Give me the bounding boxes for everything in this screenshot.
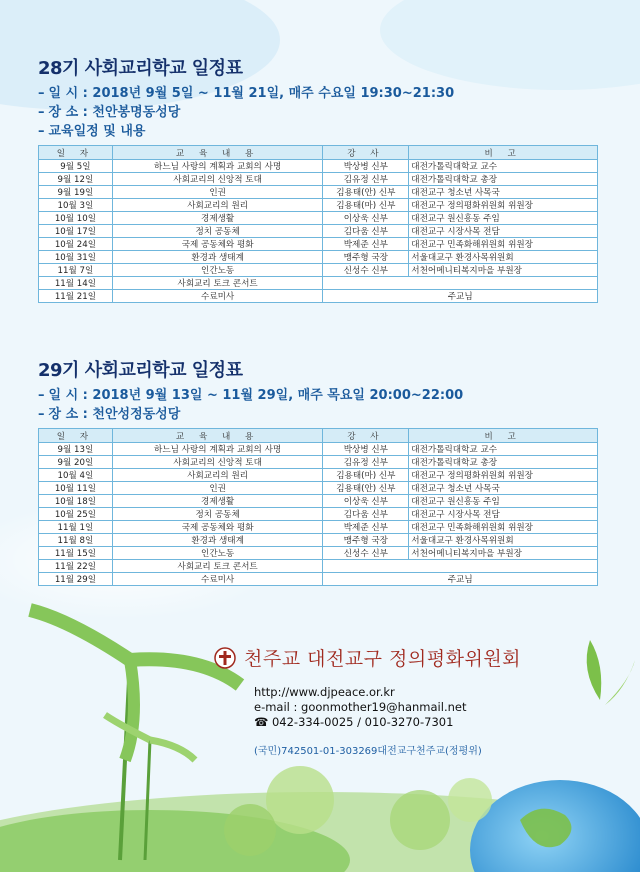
row-note <box>323 560 598 573</box>
table-row <box>39 534 598 547</box>
row-content: 국제 공동체와 평화 <box>112 238 323 251</box>
row-note: 대전교구 청소년 사목국 <box>409 482 598 495</box>
row-note: 서천어메니티복지마을 부원장 <box>409 547 598 560</box>
row-note: 대전교구 시장사목 전담 <box>409 225 598 238</box>
row-lecturer: 김용태(안) 신부 <box>323 186 409 199</box>
row-lecturer: 김용태(마) 신부 <box>323 469 409 482</box>
row-lecturer: 박제준 신부 <box>323 521 409 534</box>
row-lecturer: 박상병 신부 <box>323 160 409 173</box>
row-date: 11월 22일 <box>39 560 113 573</box>
row-date: 11월 14일 <box>39 277 113 290</box>
row-content: 환경과 생태계 <box>112 534 323 547</box>
row-note: 서울대교구 환경사목위원회 <box>409 534 598 547</box>
row-note: 대전교구 원신흥동 주임 <box>409 495 598 508</box>
row-date: 9월 12일 <box>39 173 113 186</box>
row-note: 대전가톨릭대학교 교수 <box>409 443 598 456</box>
course-28-content-line: – 교육일정 및 내용 <box>38 124 146 139</box>
row-content: 하느님 사랑의 계획과 교회의 사명 <box>112 160 323 173</box>
course-28-date-line: – 일 시 : 2018년 9월 5일 ~ 11월 21일, 매주 수요일 19:30~21:30 <box>38 86 455 101</box>
row-lecturer: 김유정 신부 <box>323 173 409 186</box>
row-content: 인간노동 <box>112 547 323 560</box>
row-date: 9월 19일 <box>39 186 113 199</box>
row-note: 대전교구 민족화해위원회 위원장 <box>409 521 598 534</box>
table-row <box>39 160 598 173</box>
table-row <box>39 264 598 277</box>
row-note: 대전교구 청소년 사목국 <box>409 186 598 199</box>
row-date: 10월 25일 <box>39 508 113 521</box>
row-note: 대전교구 민족화해위원회 위원장 <box>409 238 598 251</box>
row-note: 대전가톨릭대학교 총장 <box>409 173 598 186</box>
contact-block <box>254 685 521 730</box>
row-note: 주교님 <box>323 573 598 586</box>
organization-name: 천주교 대전교구 정의평화위원회 <box>244 648 522 670</box>
row-date: 11월 21일 <box>39 290 113 303</box>
row-note: 대전가톨릭대학교 교수 <box>409 160 598 173</box>
row-note: 서천어메니티복지마을 부원장 <box>409 264 598 277</box>
row-content: 하느님 사랑의 계획과 교회의 사명 <box>112 443 323 456</box>
row-content: 국제 공동체와 평화 <box>112 521 323 534</box>
row-note: 서울대교구 환경사목위원회 <box>409 251 598 264</box>
header-lecturer: 강 사 <box>323 429 409 443</box>
row-content: 수료미사 <box>112 573 323 586</box>
row-date: 10월 31일 <box>39 251 113 264</box>
row-content: 수료미사 <box>112 290 323 303</box>
row-content: 경제생활 <box>112 212 323 225</box>
row-lecturer: 김다움 신부 <box>323 508 409 521</box>
table-row <box>39 469 598 482</box>
phone-line <box>254 715 521 730</box>
row-lecturer: 신성수 신부 <box>323 547 409 560</box>
table-row <box>39 238 598 251</box>
header-content: 교 육 내 용 <box>112 429 323 443</box>
table-row <box>39 290 598 303</box>
header-note: 비 고 <box>409 429 598 443</box>
course-28-section <box>38 54 598 303</box>
header-note: 비 고 <box>409 146 598 160</box>
row-lecturer: 박상병 신부 <box>323 443 409 456</box>
row-lecturer: 이상욱 신부 <box>323 212 409 225</box>
table-row <box>39 443 598 456</box>
header-date: 일 자 <box>39 429 113 443</box>
course-29-schedule-table <box>38 428 598 586</box>
row-content: 사회교리 토크 콘서트 <box>112 277 323 290</box>
row-note: 대전가톨릭대학교 총장 <box>409 456 598 469</box>
row-date: 11월 8일 <box>39 534 113 547</box>
row-date: 10월 24일 <box>39 238 113 251</box>
table-row <box>39 560 598 573</box>
table-row <box>39 277 598 290</box>
row-content: 인간노동 <box>112 264 323 277</box>
row-date: 9월 5일 <box>39 160 113 173</box>
table-row <box>39 547 598 560</box>
row-content: 사회교리 토크 콘서트 <box>112 560 323 573</box>
course-28-title: 28기 사회교리학교 일정표 <box>38 58 243 79</box>
row-content: 정치 공동체 <box>112 508 323 521</box>
row-note <box>323 277 598 290</box>
phone-text: 042-334-0025 / 010-3270-7301 <box>271 715 454 729</box>
course-28-place-line: – 장 소 : 천안봉명동성당 <box>38 105 181 120</box>
row-lecturer: 이상욱 신부 <box>323 495 409 508</box>
table-row <box>39 482 598 495</box>
row-date: 11월 7일 <box>39 264 113 277</box>
table-row <box>39 495 598 508</box>
row-date: 10월 18일 <box>39 495 113 508</box>
row-date: 11월 1일 <box>39 521 113 534</box>
organization-line <box>214 644 521 671</box>
row-lecturer: 신성수 신부 <box>323 264 409 277</box>
course-29-place-line: – 장 소 : 천안성정동성당 <box>38 407 181 422</box>
row-content: 사회교리의 신앙적 토대 <box>112 456 323 469</box>
table-row <box>39 456 598 469</box>
header-content: 교 육 내 용 <box>112 146 323 160</box>
row-note: 대전교구 원신흥동 주임 <box>409 212 598 225</box>
table-row <box>39 508 598 521</box>
table-row <box>39 251 598 264</box>
course-29-title: 29기 사회교리학교 일정표 <box>38 360 243 381</box>
row-content: 정치 공동체 <box>112 225 323 238</box>
row-date: 11월 29일 <box>39 573 113 586</box>
row-note: 대전교구 정의평화위원회 위원장 <box>409 199 598 212</box>
row-lecturer: 김다움 신부 <box>323 225 409 238</box>
website-link[interactable]: http://www.djpeace.or.kr <box>254 685 395 699</box>
row-date: 11월 15일 <box>39 547 113 560</box>
course-29-date-line: – 일 시 : 2018년 9월 13일 ~ 11월 29일, 매주 목요일 20:00~22:00 <box>38 388 464 403</box>
row-date: 10월 10일 <box>39 212 113 225</box>
course-29-info <box>38 386 598 424</box>
row-note: 대전교구 정의평화위원회 위원장 <box>409 469 598 482</box>
row-lecturer: 김유정 신부 <box>323 456 409 469</box>
row-content: 환경과 생태계 <box>112 251 323 264</box>
table-row <box>39 573 598 586</box>
row-note: 주교님 <box>323 290 598 303</box>
table-row <box>39 173 598 186</box>
row-date: 9월 20일 <box>39 456 113 469</box>
row-date: 9월 13일 <box>39 443 113 456</box>
row-lecturer: 맹주형 국장 <box>323 534 409 547</box>
course-28-schedule-table <box>38 145 598 303</box>
email-text: e-mail : goonmother19@hanmail.net <box>254 700 467 714</box>
row-date: 10월 3일 <box>39 199 113 212</box>
table-header-row <box>39 429 598 443</box>
row-content: 경제생활 <box>112 495 323 508</box>
organization-logo-icon <box>214 647 236 669</box>
row-content: 사회교리의 신앙적 토대 <box>112 173 323 186</box>
row-content: 사회교리의 원리 <box>112 469 323 482</box>
course-28-info <box>38 84 598 141</box>
table-row <box>39 212 598 225</box>
row-content: 인권 <box>112 186 323 199</box>
row-content: 인권 <box>112 482 323 495</box>
header-date: 일 자 <box>39 146 113 160</box>
course-29-section <box>38 356 598 586</box>
row-note: 대전교구 시장사목 전담 <box>409 508 598 521</box>
row-content: 사회교리의 원리 <box>112 199 323 212</box>
table-row <box>39 225 598 238</box>
header-lecturer: 강 사 <box>323 146 409 160</box>
organization-footer <box>214 644 521 757</box>
bank-account-text: (국민)742501-01-303269대전교구천주교(정평위) <box>254 746 482 757</box>
row-lecturer: 맹주형 국장 <box>323 251 409 264</box>
phone-icon: ☎ <box>254 715 269 729</box>
table-header-row <box>39 146 598 160</box>
table-row <box>39 186 598 199</box>
row-lecturer: 박제준 신부 <box>323 238 409 251</box>
row-date: 10월 17일 <box>39 225 113 238</box>
row-lecturer: 김용태(마) 신부 <box>323 199 409 212</box>
table-row <box>39 199 598 212</box>
row-date: 10월 4일 <box>39 469 113 482</box>
row-lecturer: 김용태(안) 신부 <box>323 482 409 495</box>
table-row <box>39 521 598 534</box>
row-date: 10월 11일 <box>39 482 113 495</box>
